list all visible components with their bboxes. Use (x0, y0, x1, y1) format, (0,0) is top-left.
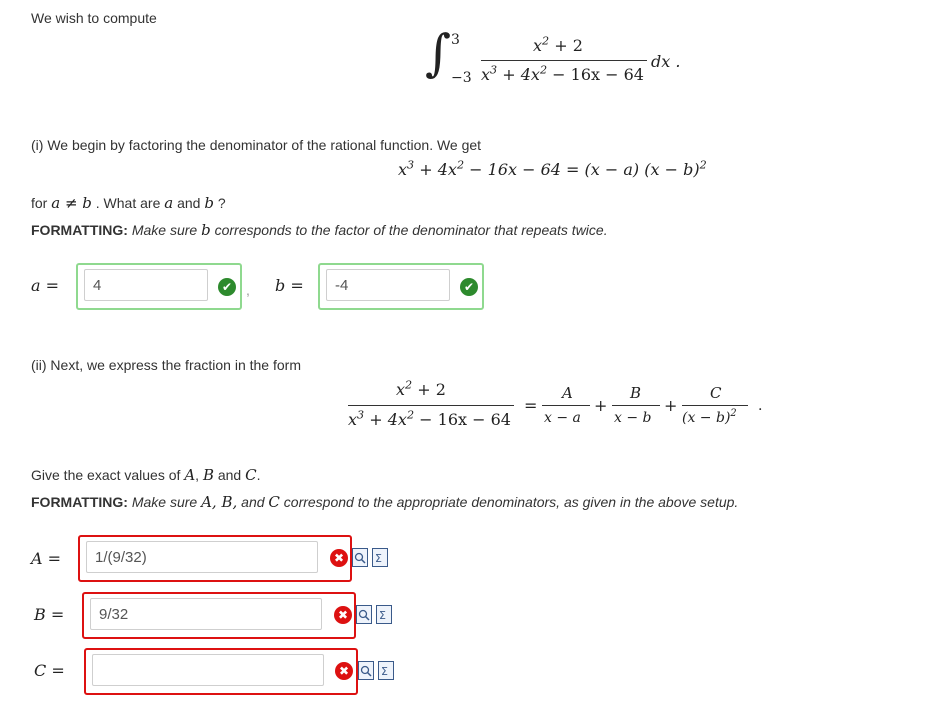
plus-sign: + (594, 396, 608, 415)
A-input[interactable] (86, 541, 318, 573)
integral-lower-limit: −3 (451, 70, 472, 86)
svg-text:Σ: Σ (381, 665, 388, 678)
intro-text: We wish to compute (31, 10, 157, 26)
B-denominator: x − b (614, 410, 652, 426)
fraction-bar (612, 405, 660, 406)
factorization-equation: $x^3 + 4x^2 - 16x - 64 = (x - a) (x - b)^2$ (398, 158, 707, 179)
integral-upper-limit: 3 (451, 32, 460, 48)
fraction-bar (348, 405, 514, 406)
b-input[interactable] (326, 269, 450, 301)
b-label: b = (275, 276, 304, 295)
a-label: a = (31, 276, 60, 295)
a-answer-box (76, 263, 242, 310)
A-numerator: A (562, 384, 573, 402)
A-answer-box (78, 535, 352, 582)
incorrect-x-icon: ✖ (330, 549, 348, 567)
equation-editor-icon[interactable] (378, 661, 394, 680)
partial-fraction-equation (348, 380, 778, 440)
lhs-numerator: $x^2 + 2$ (396, 378, 446, 399)
equation-editor-icon[interactable] (376, 605, 392, 624)
b-answer-box (318, 263, 484, 310)
integral-dx: dx . (651, 52, 681, 71)
part2-give-values: Give the exact values of A, B and C. (31, 466, 261, 484)
incorrect-x-icon: ✖ (334, 606, 352, 624)
part1-condition: for a ≠ b . What are a and b ? (31, 194, 226, 212)
C-label: C = (34, 661, 65, 680)
B-numerator: B (630, 384, 642, 402)
a-input[interactable] (84, 269, 208, 301)
svg-text:Σ: Σ (379, 609, 386, 622)
A-denominator: x − a (544, 410, 581, 426)
period: . (758, 398, 763, 414)
fraction-bar (682, 405, 748, 406)
B-input[interactable] (90, 598, 322, 630)
part2-formatting: FORMATTING: Make sure A, B, and C correspond to the appropriate denominators, as given in the above setup. (31, 493, 739, 511)
integral-expression (425, 24, 695, 90)
preview-icon[interactable] (352, 548, 368, 567)
fraction-bar (542, 405, 590, 406)
B-answer-box (82, 592, 356, 639)
incorrect-x-icon: ✖ (335, 662, 353, 680)
part1-formatting: FORMATTING: Make sure b corresponds to the factor of the denominator that repeats twice. (31, 221, 608, 239)
integral-denominator: $x^3 + 4x^2 - 16x - 64$ (481, 63, 644, 84)
B-label: B = (34, 605, 65, 624)
correct-check-icon: ✔ (218, 278, 236, 296)
equation-editor-icon[interactable] (372, 548, 388, 567)
fraction-bar (481, 60, 647, 61)
preview-icon[interactable] (358, 661, 374, 680)
preview-icon[interactable] (356, 605, 372, 624)
part1-intro: (i) We begin by factoring the denominator of the rational function. We get (31, 137, 482, 153)
integral-numerator: $x^2 + 2$ (533, 34, 583, 55)
C-denominator: $(x - b)^2$ (682, 408, 737, 426)
C-numerator: C (710, 384, 722, 402)
lhs-denominator: $x^3 + 4x^2 - 16x - 64$ (348, 408, 511, 429)
C-answer-box (84, 648, 358, 695)
integral-sign: ∫ (425, 24, 452, 82)
part2-intro: (ii) Next, we express the fraction in the form (31, 357, 301, 373)
C-input[interactable] (92, 654, 324, 686)
equals-sign: = (524, 396, 538, 415)
A-label: A = (31, 549, 62, 568)
plus-sign: + (664, 396, 678, 415)
svg-text:Σ: Σ (375, 552, 382, 565)
comma-separator: , (246, 282, 250, 298)
correct-check-icon: ✔ (460, 278, 478, 296)
